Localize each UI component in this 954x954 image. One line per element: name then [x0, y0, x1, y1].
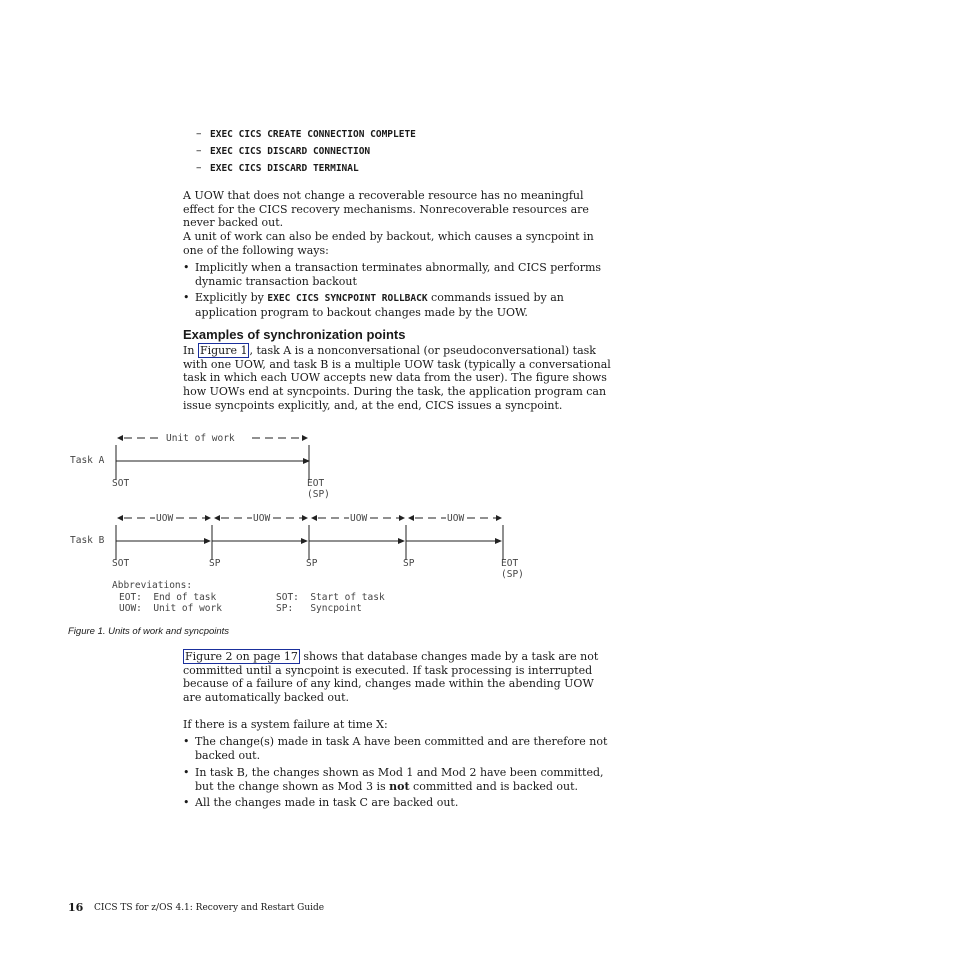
- bullet-item: [183, 766, 615, 793]
- arrowhead-right: [301, 538, 308, 544]
- command-text: EXEC CICS CREATE CONNECTION COMPLETE: [210, 129, 416, 140]
- dash-marker: –: [196, 161, 202, 174]
- sp-label: SP: [403, 558, 415, 569]
- bullet-text: The change(s) made in task A have been committed and are therefore not backed out.: [195, 735, 608, 762]
- bullet-text: [195, 766, 615, 793]
- sp-paren-label: (SP): [501, 569, 524, 580]
- bullet-item: [183, 796, 615, 810]
- task-b-label: Task B: [70, 535, 105, 546]
- paragraph-system-failure: If there is a system failure at time X:: [183, 718, 388, 731]
- abbrev-eot: EOT: End of task: [119, 592, 217, 603]
- bullet-text: Implicitly when a transaction terminates abnormally, and CICS performs dynamic transaction backout: [195, 261, 602, 288]
- eot-label: EOT: [307, 478, 325, 489]
- arrowhead-right: [399, 515, 405, 521]
- footer-title: CICS TS for z/OS 4.1: Recovery and Restart Guide: [94, 903, 325, 913]
- arrowhead-left: [408, 515, 414, 521]
- uow-span: [408, 513, 502, 524]
- arrowhead-right: [495, 538, 502, 544]
- paragraph-figure2: [183, 650, 615, 705]
- uow-label: UOW: [156, 513, 174, 524]
- uow-label: UOW: [447, 513, 465, 524]
- task-a-label: Task A: [70, 455, 105, 466]
- para-text-post: , task A is a nonconversational (or pseudoconversational) task with one UOW, and task B is a multiple UOW task (typically a conversational task in which each UOW accepts new data from the user). The figure shows how UOWs end at syncpoints. During the task, the application program can issue syncpoints explicitly, and, at the end, CICS issues a syncpoint.: [183, 344, 611, 412]
- unit-of-work-label: Unit of work: [166, 433, 235, 444]
- bullet-marker: •: [183, 261, 190, 274]
- section-heading: Examples of synchronization points: [183, 327, 406, 342]
- uow-span: [117, 513, 211, 524]
- bullet-marker: •: [183, 735, 190, 748]
- arrowhead-left: [311, 515, 317, 521]
- sot-label: SOT: [112, 478, 130, 489]
- sp-label: SP: [306, 558, 318, 569]
- abbrev-uow: UOW: Unit of work: [119, 603, 222, 614]
- command-text: EXEC CICS DISCARD TERMINAL: [210, 163, 359, 174]
- sp-paren-label: (SP): [307, 489, 330, 500]
- arrowhead-right: [398, 538, 405, 544]
- abbrev-sot: SOT: Start of task: [276, 592, 385, 603]
- paragraph-backout: A unit of work can also be ended by backout, which causes a syncpoint in one of the following ways:: [183, 230, 594, 257]
- arrowhead-left: [214, 515, 220, 521]
- bullet-marker: •: [183, 766, 190, 779]
- bullet-text: All the changes made in task C are backed out.: [195, 796, 459, 809]
- arrowhead-right: [204, 538, 211, 544]
- dash-marker: –: [196, 144, 202, 157]
- bullet-marker: •: [183, 291, 190, 304]
- uow-span: [214, 513, 308, 524]
- arrowhead-right: [302, 435, 308, 441]
- arrowhead-left: [117, 515, 123, 521]
- dash-marker: –: [196, 127, 202, 140]
- bullet-text-bold: not: [389, 779, 410, 793]
- abbrev-sp: SP: Syncpoint: [276, 603, 362, 614]
- command-text: EXEC CICS DISCARD CONNECTION: [210, 146, 371, 157]
- arrowhead-right: [496, 515, 502, 521]
- uow-span: [311, 513, 405, 524]
- bullet-text-post: committed and is backed out.: [409, 779, 579, 793]
- uow-label: UOW: [253, 513, 271, 524]
- sp-label: SP: [209, 558, 221, 569]
- arrowhead-right: [302, 515, 308, 521]
- uow-label: UOW: [350, 513, 368, 524]
- bullet-marker: •: [183, 796, 190, 809]
- bullet-text-post: commands issued by an application program to backout changes made by the UOW.: [195, 291, 564, 319]
- figure-2-link[interactable]: Figure 2 on page 17: [185, 650, 298, 663]
- arrowhead-left: [117, 435, 123, 441]
- figure-1-link[interactable]: Figure 1: [199, 344, 248, 357]
- para-text-post: shows that database changes made by a task are not committed until a syncpoint is executed. If task processing is interrupted because of a failure of any kind, changes made within the abending UOW are automatically backed out.: [183, 650, 599, 705]
- abbreviations-title: Abbreviations:: [112, 580, 193, 591]
- bullet-item: [183, 735, 615, 762]
- arrowhead-right: [205, 515, 211, 521]
- command-text: EXEC CICS SYNCPOINT ROLLBACK: [267, 293, 428, 304]
- bullet-text-pre: Explicitly by: [195, 291, 268, 304]
- figure-caption: Figure 1. Units of work and syncpoints: [68, 626, 230, 637]
- eot-label: EOT: [501, 558, 519, 569]
- paragraph-recoverable: A UOW that does not change a recoverable resource has no meaningful effect for the CICS recovery mechanisms. Nonrecoverable resources are never backed out.: [183, 189, 589, 230]
- page-number: 16: [68, 901, 84, 914]
- sot-label: SOT: [112, 558, 130, 569]
- bullet-text-pre: In task B, the changes shown as Mod 1 and Mod 2 have been committed, but the change shown as Mod 3 is: [195, 766, 604, 793]
- para-text-pre: In: [183, 344, 198, 357]
